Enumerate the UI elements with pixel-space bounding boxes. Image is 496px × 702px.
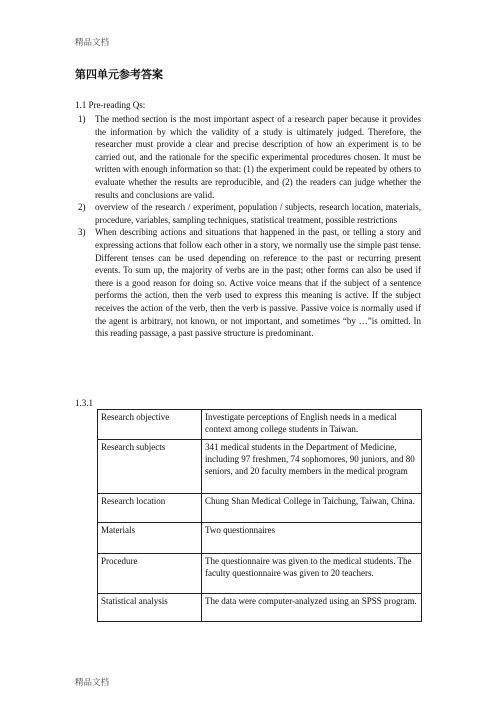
table-value-cell: Two questionnaires <box>202 523 422 554</box>
list-item-text: When describing actions and situations that happened in the past, or telling a story and expressing actions that follow each other in a story, we normally use the simple past tense. Different tenses can be used depending on reference to the past or recurring present events. To sum up, the majority of verbs are in the past; other forms can also be used if there is a good reason for doing so. Active voice means that if the subject of a sentence performs the action, then the verb used to express this meaning is active. If the subject receives the action of the verb, then the verb is passive. Passive voice is normally used if the agent is arbitrary, not known, or not important, and sometimes “by …”is omitted. In this reading passage, a past passive structure is predominant. <box>95 227 421 339</box>
table-key-cell: Statistical analysis <box>98 594 202 622</box>
research-summary-table <box>97 409 422 622</box>
list-item-text: The method section is the most important aspect of a research paper because it provides the information by which the validity of a study is ultimately judged. Therefore, the researcher must provide a clear and precise description of how an experiment is to be carried out, and the rationale for the specific experimental procedures chosen. It must be written with enough information so that: (1) the experiment could be repeated by others to evaluate whether the results are reproducible, and (2) the readers can judge whether the results and conclusions are valid. <box>95 114 421 200</box>
list-item-number: 1) <box>78 114 86 124</box>
table-key-cell: Materials <box>98 523 202 554</box>
table-key-cell: Procedure <box>98 554 202 594</box>
table-row <box>98 494 422 523</box>
list-item <box>75 201 421 226</box>
page-title: 第四单元参考答案 <box>75 68 163 81</box>
section-1-3-1-label: 1.3.1 <box>75 398 93 408</box>
list-item-number: 2) <box>78 202 86 213</box>
list-item-number: 3) <box>78 227 86 238</box>
table-row <box>98 523 422 554</box>
table-key-cell: Research subjects <box>98 440 202 494</box>
table-value-cell: Chung Shan Medical College in Taichung, Taiwan, China. <box>202 494 422 523</box>
table-key-cell: Research objective <box>98 410 202 440</box>
table-row <box>98 594 422 622</box>
table-value-cell: 341 medical students in the Department of Medicine, including 97 freshmen, 74 sophomores, 90 juniors, and 80 seniors, and 20 faculty members in the medical program <box>202 440 422 494</box>
table-key-cell: Research location <box>98 494 202 523</box>
answer-list <box>75 113 421 340</box>
table-row <box>98 554 422 594</box>
page-footer: 精品文档 <box>75 678 110 688</box>
list-item <box>75 226 421 339</box>
list-item-text: overview of the research / experiment, population / subjects, research location, materials, procedure, variables, sampling techniques, statistical treatment, possible restrictions <box>95 202 421 225</box>
list-item <box>75 113 421 201</box>
page-header: 精品文档 <box>75 38 110 48</box>
section-1-1-label: 1.1 Pre-reading Qs: <box>75 100 146 110</box>
table-value-cell: The questionnaire was given to the medical students. The faculty questionnaire was given to 20 teachers. <box>202 554 422 594</box>
table-row <box>98 410 422 440</box>
table-value-cell: The data were computer-analyzed using an SPSS program. <box>202 594 422 622</box>
table-row <box>98 440 422 494</box>
table-value-cell: Investigate perceptions of English needs in a medical context among college students in Taiwan. <box>202 410 422 440</box>
